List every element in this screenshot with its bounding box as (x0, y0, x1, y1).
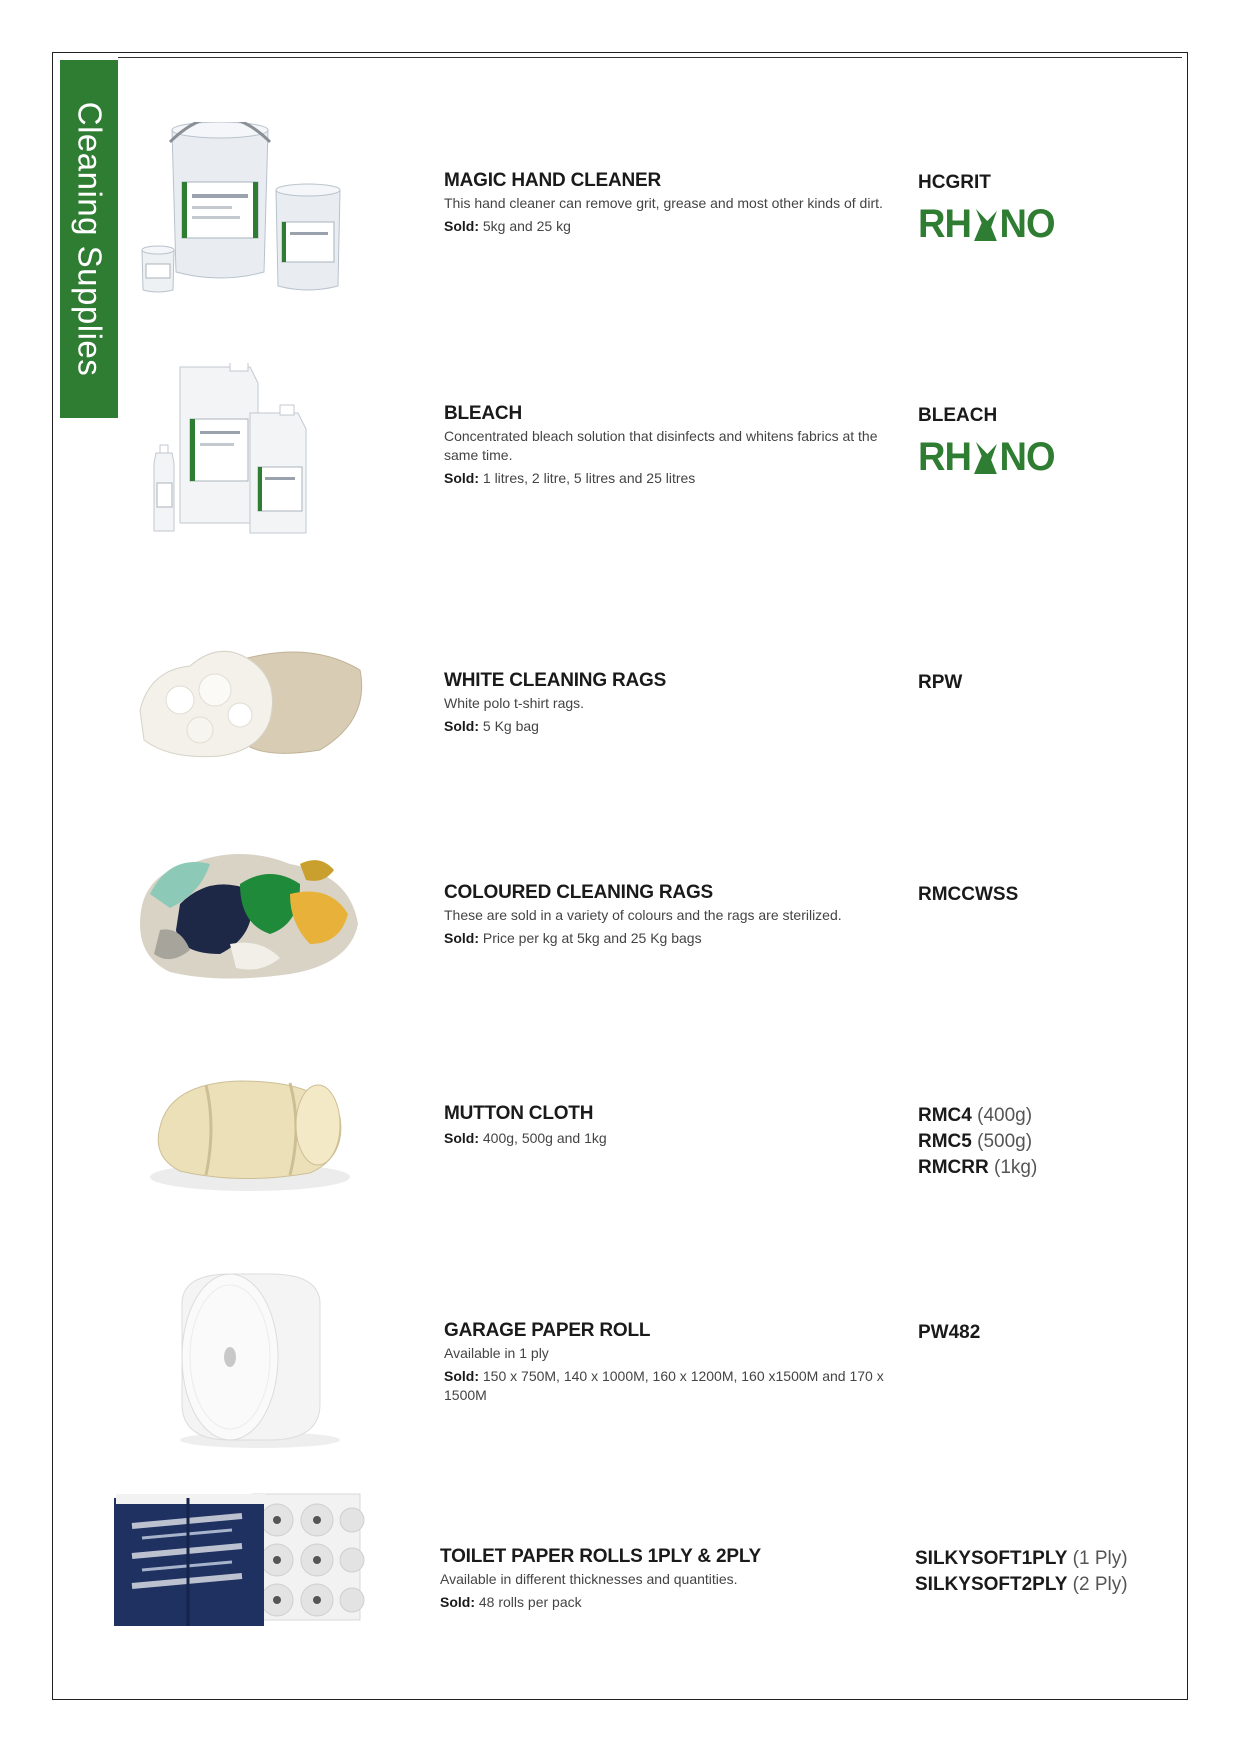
product-image-coloured-rags (120, 834, 380, 984)
product-name: MUTTON CLOTH (444, 1103, 594, 1124)
product-info (444, 1320, 914, 1405)
sold-label: Sold: (444, 1130, 479, 1146)
product-sold (444, 929, 914, 948)
product-sold (444, 217, 914, 236)
sold-value: 1 litres, 2 litre, 5 litres and 25 litres (482, 470, 696, 486)
product-description: These are sold in a variety of colours and the rags are sterilized. (444, 907, 842, 923)
product-codes (918, 882, 1178, 908)
product-code (918, 403, 1178, 429)
product-code (915, 1546, 1175, 1572)
section-tab (60, 60, 118, 418)
code-value: RMC5 (918, 1131, 972, 1152)
product-code (918, 170, 1178, 196)
product-code (915, 1572, 1175, 1598)
product-info (440, 1546, 910, 1612)
code-value: RMCCWSS (918, 884, 1019, 905)
product-info (444, 403, 914, 488)
product-info (444, 882, 914, 948)
code-qualifier: (500g) (977, 1131, 1033, 1152)
product-image-paper-roll (120, 1270, 380, 1450)
code-value: RMCRR (918, 1157, 989, 1178)
product-description: Concentrated bleach solution that disinfects and whitens fabrics at the same time. (444, 428, 878, 463)
product-name: GARAGE PAPER ROLL (444, 1320, 651, 1341)
product-name: MAGIC HAND CLEANER (444, 170, 662, 191)
product-name: BLEACH (444, 403, 522, 424)
product-description: This hand cleaner can remove grit, grease and most other kinds of dirt. (444, 195, 883, 211)
product-code (918, 1155, 1178, 1181)
product-code (918, 1320, 1178, 1346)
sold-value: 48 rolls per pack (478, 1594, 582, 1610)
rhino-brand-logo (918, 202, 1165, 247)
sold-label: Sold: (444, 218, 479, 234)
rhino-horn-icon (972, 207, 999, 243)
code-value: SILKYSOFT2PLY (915, 1574, 1068, 1595)
product-description: Available in 1 ply (444, 1345, 549, 1361)
product-image-white-rags (120, 630, 380, 770)
brand-text-left: RH (918, 202, 971, 246)
product-image-mutton-cloth (120, 1067, 380, 1207)
code-value: RPW (918, 672, 963, 693)
sold-value: 400g, 500g and 1kg (482, 1130, 607, 1146)
sold-value: 5kg and 25 kg (482, 218, 571, 234)
sold-value: 5 Kg bag (482, 718, 539, 734)
product-description: Available in different thicknesses and quantities. (440, 1571, 738, 1587)
code-value: HCGRIT (918, 172, 991, 193)
sold-label: Sold: (440, 1594, 475, 1610)
product-description: White polo t-shirt rags. (444, 695, 585, 711)
code-qualifier: (2 Ply) (1072, 1574, 1128, 1595)
product-sold (444, 1367, 914, 1405)
sold-label: Sold: (444, 470, 479, 486)
sold-value: 150 x 750M, 140 x 1000M, 160 x 1200M, 160 x1500M and 170 x 1500M (444, 1368, 884, 1403)
product-codes (915, 1546, 1175, 1598)
product-name: TOILET PAPER ROLLS 1PLY & 2PLY (440, 1546, 761, 1567)
product-codes (918, 170, 1178, 247)
product-code (918, 1129, 1178, 1155)
product-info (444, 170, 914, 236)
product-sold (444, 1129, 914, 1148)
product-image-bleach (120, 363, 380, 543)
product-image-hand-cleaner (120, 122, 380, 302)
code-qualifier: (1kg) (994, 1157, 1038, 1178)
product-sold (444, 717, 914, 736)
brand-text-right: NO (999, 202, 1055, 246)
product-codes (918, 670, 1178, 696)
product-info (444, 1103, 914, 1148)
product-name: COLOURED CLEANING RAGS (444, 882, 713, 903)
brand-text-left: RH (918, 435, 971, 479)
product-sold (440, 1593, 910, 1612)
product-info (444, 670, 914, 736)
sold-value: Price per kg at 5kg and 25 Kg bags (482, 930, 702, 946)
product-image-toilet-paper (112, 1486, 372, 1636)
rhino-horn-icon (972, 440, 999, 476)
product-codes (918, 403, 1178, 480)
section-title: Cleaning Supplies (71, 101, 109, 377)
sold-label: Sold: (444, 718, 479, 734)
sold-label: Sold: (444, 1368, 479, 1384)
product-codes (918, 1103, 1178, 1181)
sold-label: Sold: (444, 930, 479, 946)
code-value: RMC4 (918, 1105, 972, 1126)
product-code (918, 670, 1178, 696)
code-value: PW482 (918, 1322, 981, 1343)
product-code (918, 1103, 1178, 1129)
brand-text-right: NO (999, 435, 1055, 479)
top-rule (118, 57, 1182, 58)
rhino-brand-logo (918, 435, 1165, 480)
product-codes (918, 1320, 1178, 1346)
product-code (918, 882, 1178, 908)
code-qualifier: (1 Ply) (1072, 1548, 1128, 1569)
product-sold (444, 469, 914, 488)
code-value: BLEACH (918, 405, 998, 426)
code-qualifier: (400g) (977, 1105, 1033, 1126)
product-name: WHITE CLEANING RAGS (444, 670, 667, 691)
code-value: SILKYSOFT1PLY (915, 1548, 1068, 1569)
